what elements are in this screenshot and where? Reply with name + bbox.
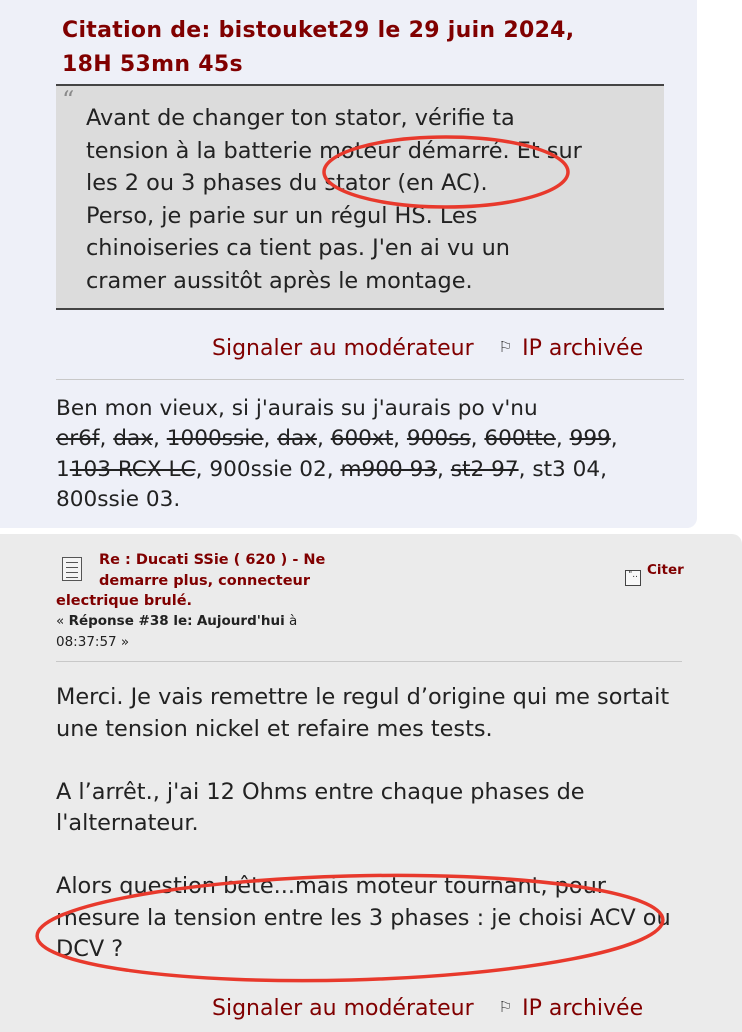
sep-comma: , (99, 426, 107, 452)
sep-comma: , (555, 426, 563, 452)
sep-comma: , (393, 426, 401, 452)
post-date: Aujourd'hui (196, 613, 285, 629)
meta-a: à (284, 613, 298, 629)
bike-struck: er6f (56, 426, 100, 452)
bike-struck: 1000ssie (166, 426, 264, 452)
quote-header (62, 14, 662, 82)
bike-struck: 103 RCX LC (69, 456, 196, 482)
citer-label: Citer (647, 562, 684, 578)
sep-comma: , (263, 426, 271, 452)
signature-line: Ben mon vieux, si j'aurais su j'aurais po v'nu (56, 396, 538, 421)
body-paragraph: A l’arrêt., j'ai 12 Ohms entre chaque phases de l'alternateur. (56, 778, 585, 836)
previous-post (0, 0, 697, 528)
quote-line: chinoiseries ca tient pas. J'en ai vu un (86, 235, 510, 261)
post-title-link[interactable] (56, 550, 356, 612)
quote-line: Avant de changer ton stator, vérifie ta (86, 105, 515, 131)
ip-label: IP archivée (522, 336, 644, 361)
body-paragraph: Alors question bête...mais moteur tournant, pour mesure la tension entre les 3 phases : je choisi ACV ou DCV ? (56, 873, 671, 962)
sep-comma: , (152, 426, 160, 452)
quote-line: cramer aussitôt après le montage. (86, 267, 473, 294)
quote-line: tension à la batterie moteur démarré. Et sur (86, 137, 582, 164)
quote-button[interactable] (625, 562, 684, 586)
post-title-line: electrique brulé. (56, 593, 193, 609)
meta-open: « (56, 613, 69, 629)
bike-current: 900ssie 02 (209, 456, 327, 482)
bike-struck: dax (113, 426, 153, 452)
quote-block (56, 84, 664, 310)
post-actions (212, 996, 643, 1021)
ip-label: IP archivée (522, 996, 644, 1021)
citer-icon: ".. (625, 570, 641, 586)
report-moderator-link[interactable]: Signaler au modérateur (212, 336, 474, 361)
bike-struck: 600tte (484, 426, 556, 452)
sep-comma: , (610, 426, 618, 452)
post-body (56, 682, 696, 997)
post-title-line: Re : Ducati SSie ( 620 ) - Ne (99, 552, 326, 568)
bike-prefix: 1 (56, 456, 70, 482)
quote-header-line2: 18H 53mn 45s (62, 52, 243, 77)
bike-struck: 999 (569, 426, 611, 452)
bike-struck: dax (277, 426, 317, 452)
bike-struck: 600xt (330, 426, 394, 452)
post-meta (56, 611, 346, 653)
bike-current: 800ssie 03. (56, 486, 181, 512)
quote-text (86, 102, 656, 297)
divider (56, 661, 682, 662)
sep-comma: , (195, 456, 203, 482)
sep-comma: , (437, 456, 444, 482)
sep-comma: , (600, 456, 608, 482)
quote-line: les 2 ou 3 phases du stator (en AC). (86, 170, 488, 196)
post-time: 08:37:57 » (56, 634, 130, 650)
post-title-line: demarre plus, connecteur (99, 572, 311, 589)
quote-mark-icon: “ (62, 86, 75, 114)
sep-comma: , (470, 426, 478, 452)
quote-header-line1: Citation de: bistouket29 le 29 juin 2024, (62, 18, 575, 43)
report-moderator-link[interactable]: Signaler au modérateur (212, 996, 474, 1021)
ip-icon: ⚐ (498, 338, 513, 356)
ip-icon: ⚐ (498, 998, 513, 1016)
bike-struck: st2 97 (450, 456, 519, 482)
bike-current: st3 04 (532, 456, 601, 482)
bike-struck: m900 93 (340, 456, 438, 482)
sep-comma: , (326, 456, 334, 482)
ip-archived (499, 996, 644, 1021)
divider (56, 379, 684, 380)
sep-comma: , (316, 426, 324, 452)
ip-archived (499, 336, 644, 361)
quote-line: Perso, je parie sur un régul HS. Les (86, 202, 478, 229)
body-paragraph: Merci. Je vais remettre le regul d’origine qui me sortait une tension nickel et refaire mes tests. (56, 684, 670, 742)
signature (56, 394, 692, 515)
sep-comma: , (518, 456, 526, 482)
post-actions (212, 336, 643, 361)
bike-struck: 900ss (406, 426, 471, 452)
reply-number: Réponse #38 le: (68, 613, 193, 629)
